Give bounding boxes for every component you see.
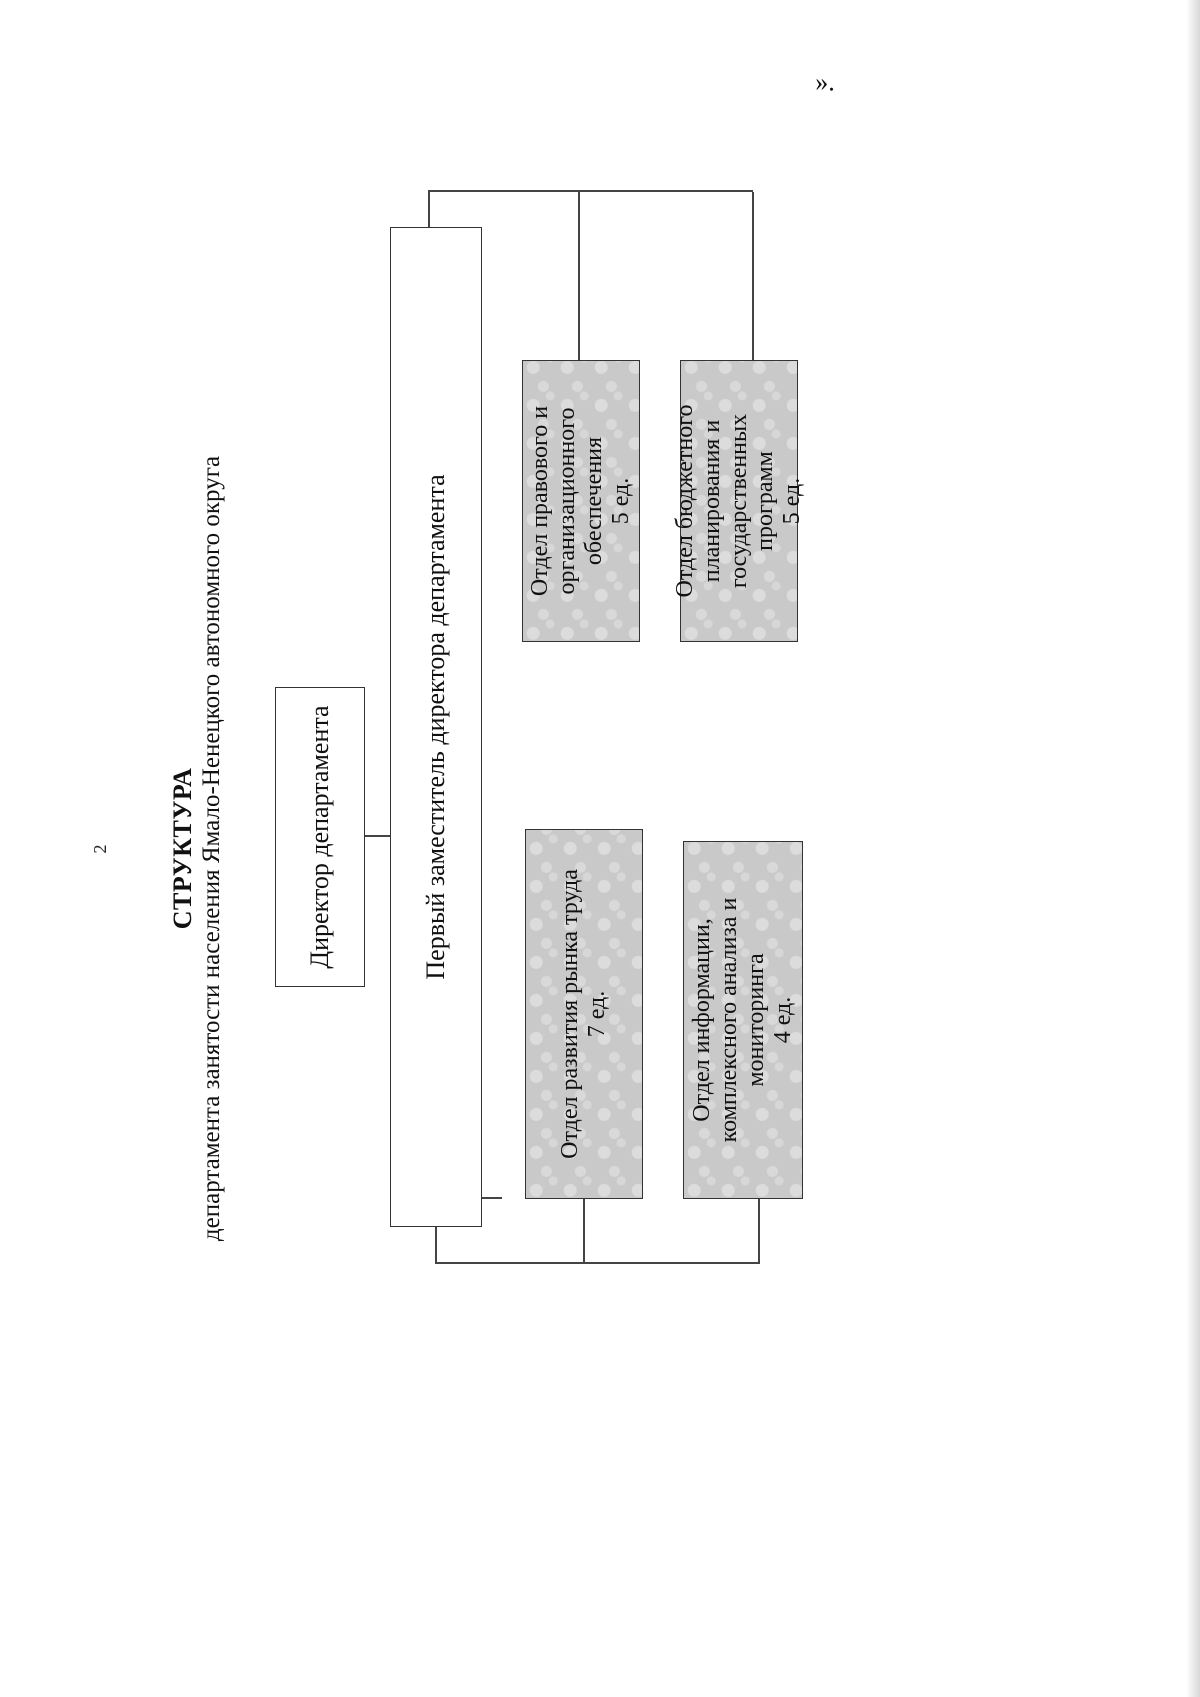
connector-left-down	[482, 1198, 502, 1200]
connector-left-bracket-side	[435, 1263, 760, 1265]
department-line: комплексного анализа и	[716, 897, 743, 1143]
connector-left-to-dept2	[758, 1199, 760, 1264]
deputy-box	[390, 227, 482, 1227]
connector-director-deputy	[365, 836, 390, 838]
department-staff: 5 ед.	[607, 477, 634, 525]
department-box-labor-market	[525, 829, 643, 1199]
deputy-label: Первый заместитель директора департамента	[421, 474, 450, 980]
department-box-information-analysis	[683, 841, 803, 1199]
department-line: Отдел бюджетного	[671, 404, 698, 598]
department-line: мониторинга	[743, 953, 769, 1087]
chart-title: СТРУКТУРА	[168, 767, 197, 930]
department-line: организационного	[554, 407, 581, 595]
chart-subtitle: департамента занятости населения Ямало-Ненецкого автономного округа	[198, 455, 225, 1242]
department-line: планирования и	[698, 419, 725, 583]
page-number: 2	[90, 844, 110, 854]
director-box	[275, 687, 365, 987]
department-line: обеспечения	[581, 436, 607, 566]
department-staff: 5 ед.	[779, 477, 806, 525]
department-box-legal-organizational	[522, 360, 640, 642]
department-staff: 4 ед.	[769, 996, 796, 1044]
connector-left-to-dept1	[583, 1199, 585, 1264]
connector-right-to-dept3	[578, 192, 580, 360]
department-staff: 7 ед.	[584, 990, 610, 1038]
connector-left-bracket-top	[435, 1227, 437, 1264]
connector-right-bracket-side	[428, 191, 753, 193]
department-line: государственных программ	[725, 413, 779, 589]
department-box-budget-programs	[671, 360, 806, 642]
scan-page-edge	[1186, 0, 1200, 1697]
department-line: Отдел правового и	[527, 405, 554, 597]
closing-quote-mark: ».	[815, 67, 835, 97]
director-label: Директор департамента	[305, 705, 334, 969]
department-line: Отдел информации,	[689, 918, 716, 1122]
connector-right-bracket-top	[428, 192, 430, 227]
connector-right-to-dept4	[752, 192, 754, 360]
department-line: Отдел развития рынка труда	[557, 869, 584, 1159]
